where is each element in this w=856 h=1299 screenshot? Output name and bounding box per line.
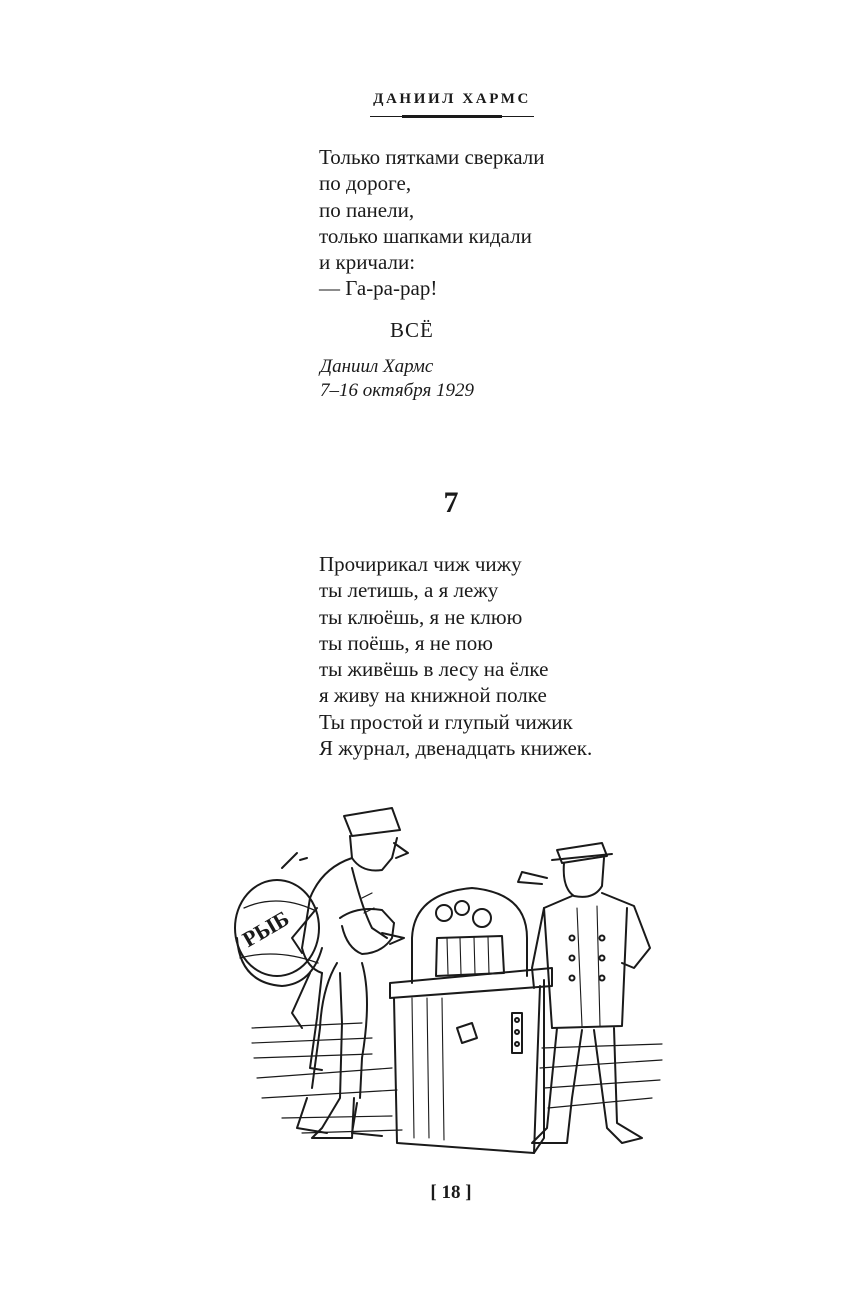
verse-line: ты клюёшь, я не клюю [319,604,523,629]
poem-chizh [319,551,592,761]
signature-name: Даниил Хармс [320,356,434,377]
signature-date: 7–16 октября 1929 [320,380,475,401]
verse-line: и кричали: [319,250,416,275]
small-man-figure [292,909,404,1136]
signature [320,355,474,403]
barrel-drawing [235,853,322,986]
verse-line: — Га-ра-рар! [319,276,438,301]
verse-line: Прочирикал чиж чижу [319,552,522,576]
page-number-value: 18 [441,1182,461,1203]
section-number: 7 [443,486,459,519]
barrel-label: РЫБ [237,905,294,952]
verse-line: я живу на книжной полке [319,683,547,708]
verse-line: ты живёшь в лесу на ёлке [319,657,549,682]
captain-figure [518,843,650,1143]
running-header-author: ДАНИИЛ ХАРМС [373,91,531,107]
machine-cabinet [390,968,552,1153]
verse-line: только шапками кидали [319,223,532,248]
glass-dome [412,888,527,983]
verse-line: Ты простой и глупый чижик [319,709,573,734]
verse-line: Только пятками сверкали [319,145,545,169]
end-mark: ВСЁ [390,318,434,342]
page-bracket-close: ] [465,1182,472,1203]
verse-line: Я журнал, двенадцать книжек. [319,736,593,761]
illustration-machine-scene [222,798,670,1168]
page-number [0,1182,856,1204]
verse-line: ты летишь, а я лежу [319,578,499,603]
poem-ending [319,144,545,302]
verse-line: по дороге, [319,171,412,196]
header-rule [370,116,534,117]
verse-line: ты поёшь, я не пою [319,630,493,655]
running-header [370,88,534,117]
verse-line: по панели, [319,197,415,222]
page-bracket-open: [ [430,1182,437,1203]
